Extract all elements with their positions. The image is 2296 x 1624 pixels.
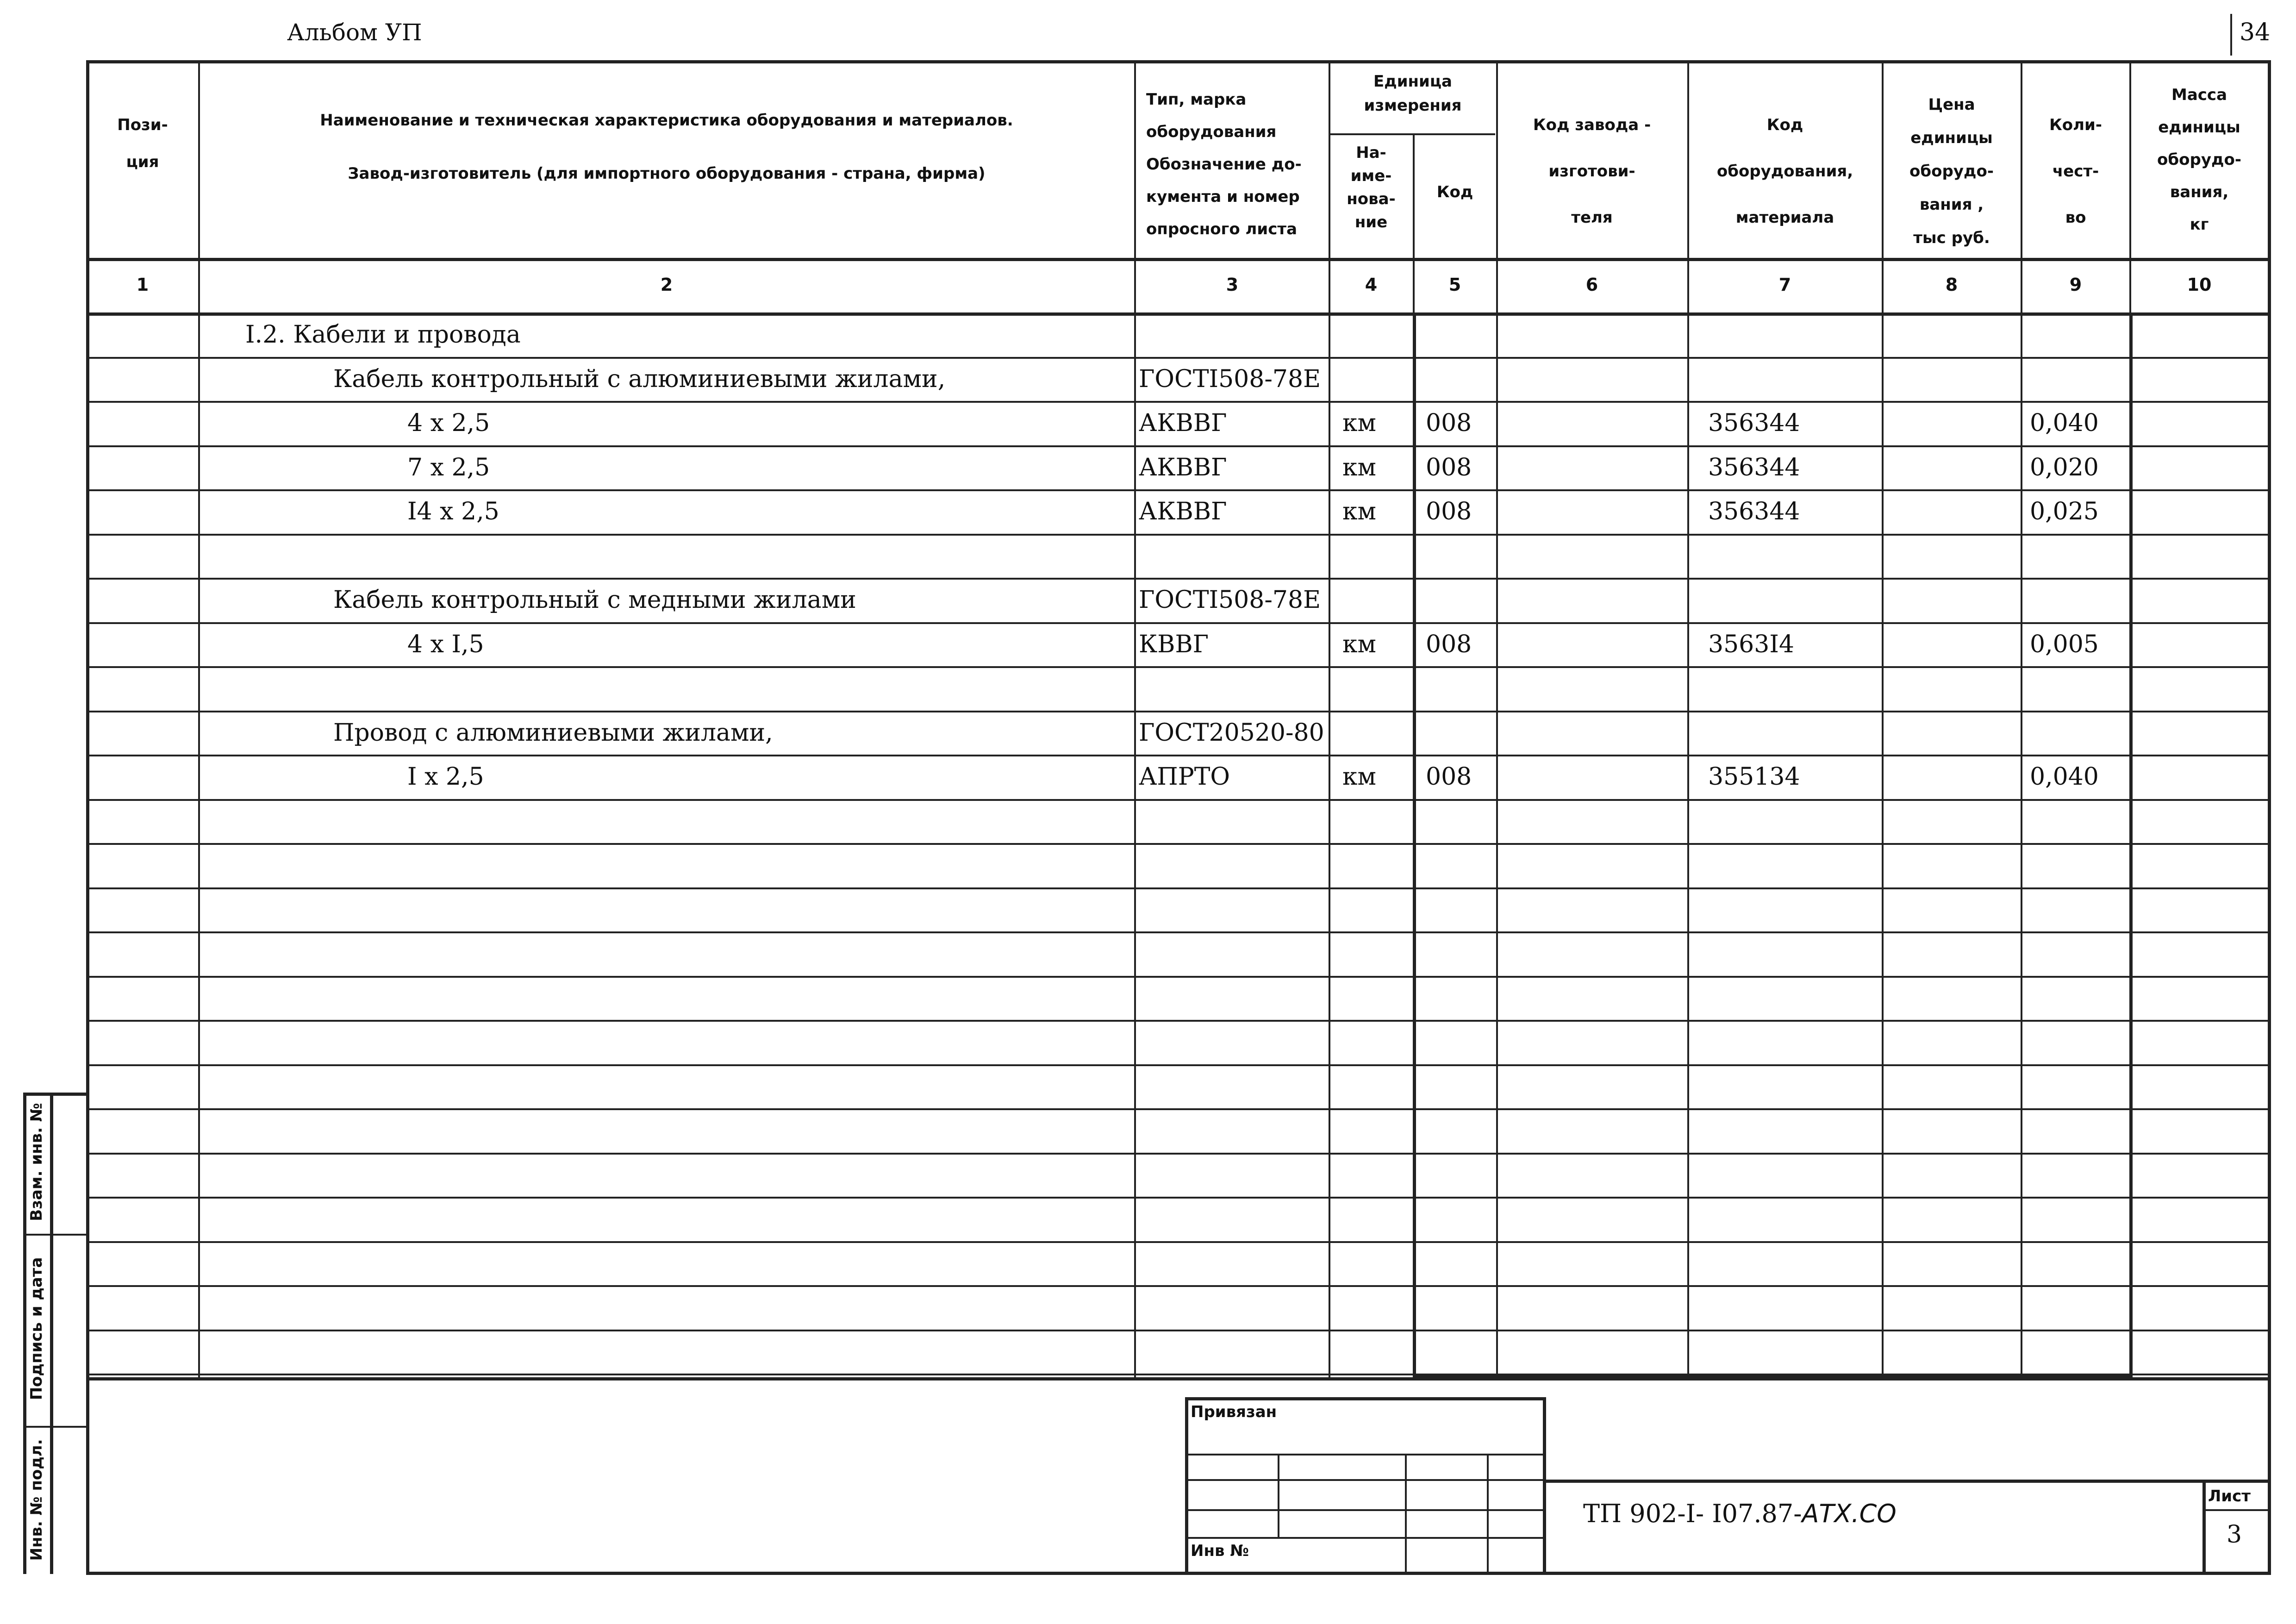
- col-line-8: [2021, 60, 2022, 1377]
- row-name: 4 х I,5: [407, 631, 484, 658]
- header-col7: Код оборудования, материала: [1716, 116, 1853, 227]
- col-line-7: [1882, 60, 1884, 1377]
- colnum-10: 10: [2187, 275, 2212, 295]
- side-label-vzam: Взам. инв. №: [27, 1103, 46, 1221]
- row-line: [88, 622, 2269, 624]
- row-equip-code: 356344: [1708, 454, 1800, 481]
- frame-top: [86, 60, 2271, 63]
- table-bottom-line: [86, 1377, 2271, 1380]
- row-line: [88, 1108, 2269, 1110]
- col-line-2: [1134, 60, 1136, 1377]
- side-strip-div-2: [23, 1426, 88, 1428]
- row-line: [88, 1374, 2269, 1375]
- colnum-9: 9: [2069, 275, 2082, 295]
- header-col4: На- име- нова- ние: [1347, 144, 1396, 231]
- stamp-vline-1: [1278, 1454, 1279, 1537]
- highlight-left: [1413, 312, 1416, 1377]
- row-unit: км: [1342, 631, 1376, 658]
- header-bottom-line: [86, 258, 2271, 261]
- row-unit: км: [1342, 498, 1376, 525]
- row-type: АКВВГ: [1139, 454, 1227, 481]
- page-number-divider: [2230, 14, 2232, 56]
- side-label-inv-podl: Инв. № подл.: [27, 1439, 46, 1561]
- row-equip-code: 3563I4: [1708, 631, 1794, 658]
- col-line-6: [1687, 60, 1689, 1377]
- sheet-box-divider: [2202, 1509, 2270, 1511]
- row-line: [88, 1064, 2269, 1066]
- stamp-line-2: [1185, 1479, 1544, 1481]
- sheet-box-left: [2202, 1480, 2206, 1573]
- header-col9: Коли- чест- во: [2049, 116, 2102, 227]
- row-type: ГОСТI508-78Е: [1139, 365, 1321, 393]
- row-line: [88, 976, 2269, 978]
- row-line: [88, 445, 2269, 447]
- colnum-5: 5: [1448, 275, 1461, 295]
- row-code: 008: [1426, 409, 1472, 437]
- colnum-6: 6: [1585, 275, 1598, 295]
- row-qty: 0,040: [2030, 763, 2099, 791]
- row-code: 008: [1426, 631, 1472, 658]
- row-equip-code: 356344: [1708, 498, 1800, 525]
- album-title: Альбом УП: [287, 19, 422, 46]
- col-line-1: [198, 60, 200, 1377]
- colnum-2: 2: [660, 275, 673, 295]
- row-line: [88, 489, 2269, 491]
- stamp-line-1: [1185, 1454, 1544, 1455]
- stamp-privyazan: Привязан: [1191, 1403, 1277, 1421]
- row-code: 008: [1426, 763, 1472, 791]
- row-line: [88, 799, 2269, 801]
- stamp-right: [1543, 1397, 1546, 1573]
- row-name: Кабель контрольный с алюминиевыми жилами,: [333, 365, 946, 393]
- row-qty: 0,020: [2030, 454, 2099, 481]
- doc-code-suffix: АТХ.СО: [1802, 1499, 1897, 1528]
- colnum-1: 1: [136, 275, 149, 295]
- row-line: [88, 1330, 2269, 1331]
- header-col1: Пози- ция: [117, 116, 168, 171]
- row-qty: 0,025: [2030, 498, 2099, 525]
- sheet-label: Лист: [2208, 1487, 2251, 1505]
- row-code: 008: [1426, 498, 1472, 525]
- row-type: КВВГ: [1139, 631, 1209, 658]
- row-type: ГОСТ20520-80: [1139, 719, 1324, 747]
- row-name: I.2. Кабели и провода: [245, 321, 521, 349]
- header-col2-line2: Завод-изготовитель (для импортного оборудования - страна, фирма): [348, 164, 986, 183]
- frame-bottom: [86, 1572, 2271, 1575]
- row-line: [88, 1197, 2269, 1199]
- row-equip-code: 356344: [1708, 409, 1800, 437]
- header-col6: Код завода - изготови- теля: [1533, 116, 1651, 227]
- sheet-number: 3: [2227, 1521, 2242, 1549]
- stamp-line-3: [1185, 1509, 1544, 1511]
- row-unit: км: [1342, 763, 1376, 791]
- row-name: 4 х 2,5: [407, 409, 490, 437]
- row-type: АКВВГ: [1139, 409, 1227, 437]
- colnum-4: 4: [1365, 275, 1378, 295]
- row-unit: км: [1342, 409, 1376, 437]
- unit-group-line: [1329, 133, 1495, 135]
- doc-code: [1583, 1500, 1897, 1528]
- colnum-8: 8: [1945, 275, 1958, 295]
- doc-code-main: ТП 902-I- I07.87-: [1583, 1499, 1802, 1528]
- row-type: ГОСТI508-78Е: [1139, 586, 1321, 614]
- header-col2-line1: Наименование и техническая характеристика оборудования и материалов.: [320, 111, 1013, 130]
- header-col3: Тип, марка оборудования Обозначение до- кумента и номер опросного листа: [1146, 90, 1302, 238]
- row-unit: км: [1342, 454, 1376, 481]
- row-line: [88, 1153, 2269, 1155]
- row-name: Провод с алюминиевыми жилами,: [333, 719, 773, 747]
- header-col5: Код: [1436, 183, 1473, 201]
- row-line: [88, 666, 2269, 668]
- side-strip-inner: [50, 1093, 53, 1574]
- row-code: 008: [1426, 454, 1472, 481]
- col-line-3: [1329, 60, 1330, 1377]
- row-name: I х 2,5: [407, 763, 484, 791]
- row-equip-code: 355134: [1708, 763, 1800, 791]
- row-line: [88, 887, 2269, 889]
- side-strip-outer: [23, 1093, 26, 1574]
- stamp-vline-2: [1405, 1454, 1407, 1573]
- stamp-inv-no: Инв №: [1191, 1542, 1249, 1560]
- row-qty: 0,005: [2030, 631, 2099, 658]
- colnum-bottom-line: [86, 312, 2271, 316]
- row-line: [88, 711, 2269, 712]
- code-block-top: [1543, 1480, 2270, 1483]
- row-qty: 0,040: [2030, 409, 2099, 437]
- row-line: [88, 578, 2269, 580]
- col-line-5: [1496, 60, 1498, 1377]
- side-strip-div-1: [23, 1234, 88, 1236]
- colnum-3: 3: [1226, 275, 1239, 295]
- page-number-top: 34: [2240, 19, 2271, 46]
- header-unit-group: Единица измерения: [1364, 72, 1462, 115]
- header-col10: Масса единицы оборудо- вания, кг: [2157, 86, 2241, 234]
- row-line: [88, 843, 2269, 845]
- row-type: АПРТО: [1139, 763, 1230, 791]
- side-label-podpis: Подпись и дата: [27, 1257, 46, 1400]
- row-line: [88, 401, 2269, 403]
- stamp-line-4: [1185, 1537, 1544, 1539]
- stamp-vline-3: [1487, 1454, 1489, 1573]
- row-name: 7 х 2,5: [407, 454, 490, 481]
- stamp-left: [1185, 1397, 1188, 1573]
- header-col8: Цена единицы оборудо- вания , тыс руб.: [1909, 95, 1994, 247]
- row-type: АКВВГ: [1139, 498, 1227, 525]
- row-line: [88, 1285, 2269, 1287]
- row-name: I4 х 2,5: [407, 498, 499, 525]
- row-line: [88, 931, 2269, 933]
- colnum-7: 7: [1778, 275, 1791, 295]
- stamp-top: [1185, 1397, 1546, 1400]
- row-name: Кабель контрольный с медными жилами: [333, 586, 856, 614]
- row-line: [88, 755, 2269, 756]
- highlight-right: [2129, 312, 2133, 1377]
- row-line: [88, 1241, 2269, 1243]
- row-line: [88, 534, 2269, 536]
- row-line: [88, 357, 2269, 359]
- frame-right: [2268, 60, 2271, 1574]
- row-line: [88, 1020, 2269, 1022]
